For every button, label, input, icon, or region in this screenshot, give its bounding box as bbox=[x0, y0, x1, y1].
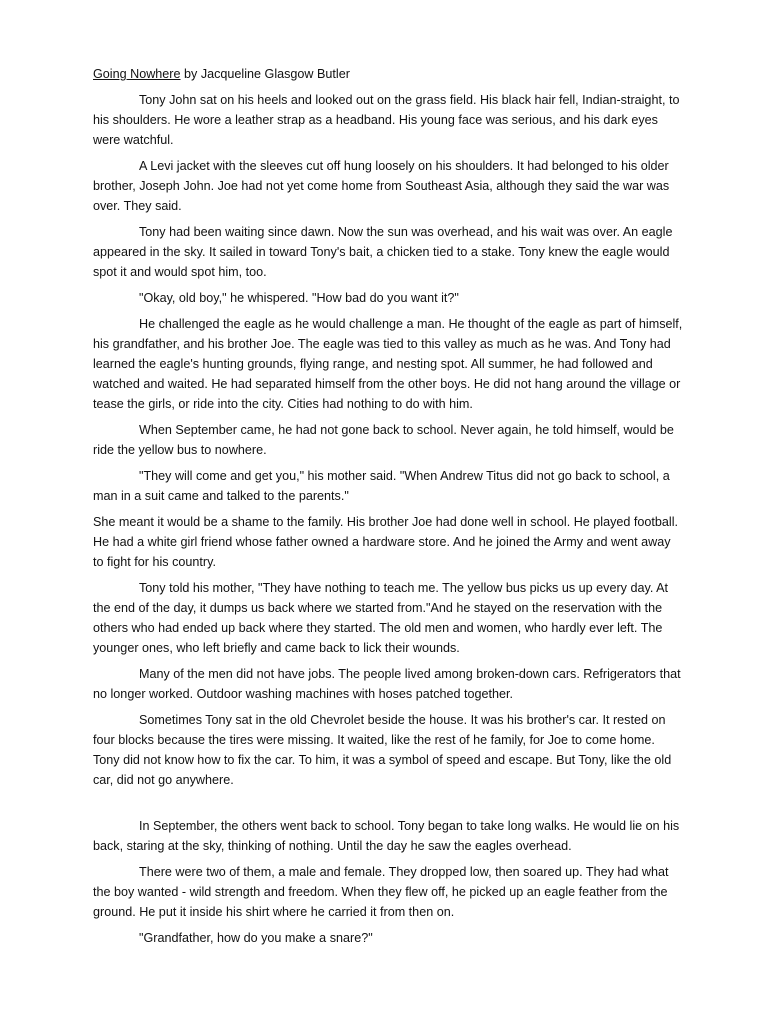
paragraph: He challenged the eagle as he would challenge a man. He thought of the eagle as part of himself, his grandfather, and his brother Joe. The eagle was tied to this valley as much as he was. And Tony had learned the eagle's hunting grounds, flying range, and nesting spot. All summer, he had followed and watched and waited. He had separated himself from the other boys. He did not hang around the village or tease the girls, or ride into the city. Cities had nothing to do with him. bbox=[93, 317, 683, 411]
paragraph: Sometimes Tony sat in the old Chevrolet beside the house. It was his brother's car. It rested on four blocks because the tires were missing. It waited, like the rest of he family, for Joe to come home. Tony did not know how to fix the car. To him, it was a symbol of speed and escape. But Tony, like the old car, did not go anywhere. bbox=[93, 713, 672, 787]
paragraph: "They will come and get you," his mother said. "When Andrew Titus did not go back to school, a man in a suit came and talked to the parents." bbox=[93, 469, 670, 503]
story-title: Going Nowhere bbox=[93, 67, 181, 81]
paragraph: When September came, he had not gone back to school. Never again, he told himself, would be ride the yellow bus to nowhere. bbox=[93, 423, 674, 457]
paragraph: "Grandfather, how do you make a snare?" bbox=[139, 931, 373, 945]
paragraph: Tony had been waiting since dawn. Now the sun was overhead, and his wait was over. An eagle appeared in the sky. It sailed in toward Tony's bait, a chicken tied to a stake. Tony knew the eagle would spot it and would spot him, too. bbox=[93, 225, 673, 279]
paragraph: There were two of them, a male and female. They dropped low, then soared up. They had what the boy wanted - wild strength and freedom. When they flew off, he picked up an eagle feather from the ground. He put it inside his shirt where he carried it from then on. bbox=[93, 865, 669, 919]
paragraph: Many of the men did not have jobs. The people lived among broken-down cars. Refrigerators that no longer worked. Outdoor washing machines with hoses patched together. bbox=[93, 667, 681, 701]
author-byline: by Jacqueline Glasgow Butler bbox=[180, 67, 350, 81]
document-body bbox=[93, 64, 683, 954]
paragraph: In September, the others went back to school. Tony began to take long walks. He would lie on his back, staring at the sky, thinking of nothing. Until the day he saw the eagles overhead. bbox=[93, 819, 680, 853]
paragraph: Tony John sat on his heels and looked out on the grass field. His black hair fell, Indian-straight, to his shoulders. He wore a leather strap as a headband. His young face was serious, and his dark eyes were watchful. bbox=[93, 93, 680, 147]
paragraph: Tony told his mother, "They have nothing to teach me. The yellow bus picks us up every day. At the end of the day, it dumps us back where we started from."And he stayed on the reservation with the others who had ended up back where they started. The old men and women, who hardly ever left. The younger ones, who left briefly and came back to lick their wounds. bbox=[93, 581, 669, 655]
paragraph: A Levi jacket with the sleeves cut off hung loosely on his shoulders. It had belonged to his older brother, Joseph John. Joe had not yet come home from Southeast Asia, although they said the war was over. They said. bbox=[93, 159, 670, 213]
paragraph: "Okay, old boy," he whispered. "How bad do you want it?" bbox=[139, 291, 459, 305]
title-line bbox=[93, 64, 683, 84]
paragraph: She meant it would be a shame to the family. His brother Joe had done well in school. He played football. He had a white girl friend whose father owned a hardware store. And he joined the Army and went away to fight for his country. bbox=[93, 515, 679, 569]
